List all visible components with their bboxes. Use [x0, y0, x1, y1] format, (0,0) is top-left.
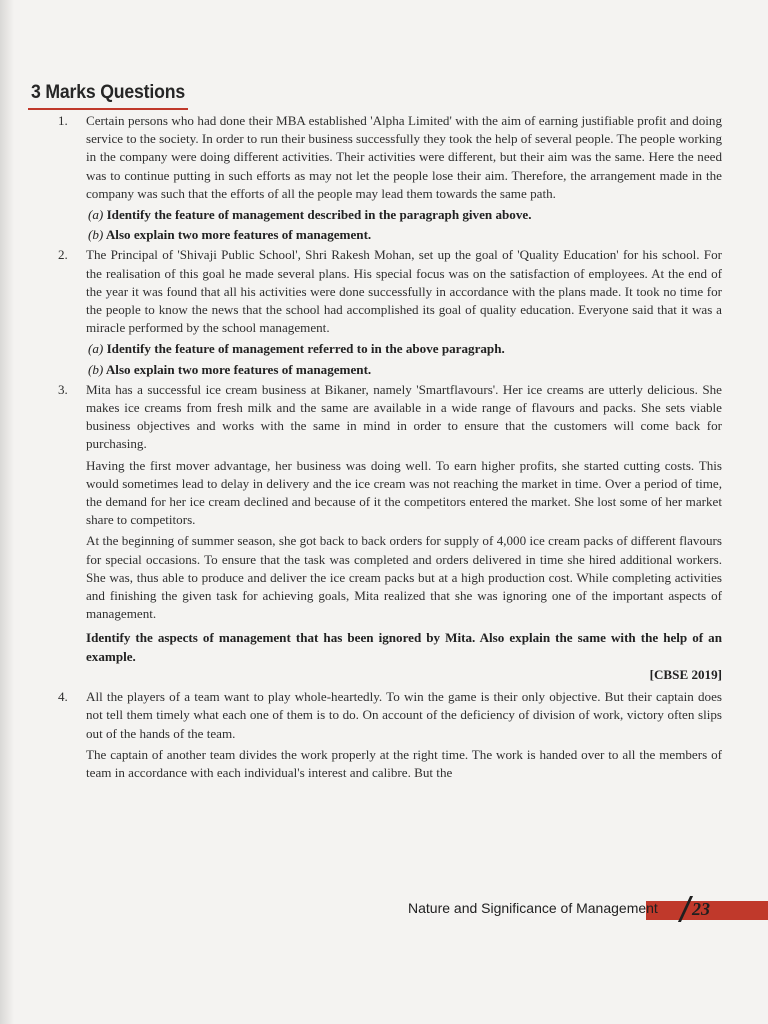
question-number: 4. — [58, 689, 68, 705]
question-2 — [58, 246, 722, 378]
sub-question-tag: (b) — [88, 361, 104, 377]
question-number: 1. — [58, 113, 68, 128]
sub-question-text: Identify the feature of management referred to in the above paragraph. — [106, 341, 505, 357]
sub-question-text: Also explain two more features of management. — [105, 227, 372, 243]
sub-question-b — [88, 361, 722, 379]
question-paragraph: All the players of a team want to play whole-heartedly. To win the game is their only objective. But their captain does not tell them timely what each one of them is to do. On account of the deficiency of division of work, victory often slips out of the hands of the team. — [86, 689, 722, 741]
questions-list — [58, 112, 722, 785]
sub-question-text: Identify the feature of management described in the paragraph given above. — [106, 207, 532, 223]
sub-question-b — [88, 226, 722, 244]
section-heading: 3 Marks Questions — [31, 82, 185, 103]
sub-question-tag: (a) — [88, 341, 104, 357]
sub-question-tag: (b) — [88, 227, 104, 243]
sub-question-text: Also explain two more features of management. — [105, 361, 372, 377]
page-footer — [408, 898, 768, 922]
footer-chapter-title: Nature and Significance of Management — [408, 900, 658, 916]
sub-question-a — [88, 206, 722, 224]
sub-question-a — [88, 340, 722, 358]
question-3 — [58, 381, 722, 684]
question-paragraph: At the beginning of summer season, she got back to back orders for supply of 4,000 ice cream packs of different flavours for special occasions. To ensure that the task was completed and orders delivered in time she hired additional workers. She was, thus able to produce and deliver the ice cream packs but at a high production cost. While completing activities and finishing the given task for achieving goals, Mita realized that she was ignoring one of the important aspects of management. — [86, 533, 722, 622]
sub-question-tag: (a) — [88, 207, 104, 223]
question-number: 3. — [58, 381, 68, 397]
page-edge-shadow — [0, 0, 14, 1024]
exam-reference: [CBSE 2019] — [649, 666, 722, 682]
question-1 — [58, 112, 722, 244]
question-paragraph: The captain of another team divides the work properly at the right time. The work is handed over to all the members of team in accordance with each individual's interest and calibre. But the — [86, 746, 722, 780]
page-number: 23 — [692, 899, 710, 919]
question-paragraph: Mita has a successful ice cream business at Bikaner, namely 'Smartflavours'. Her ice creams are utterly delicious. She makes ice creams from fresh milk and the same are available in a wide range of flavours and packs. She sets viable business objectives and works with the same in mind in order to ensure that the customers will come back for purchasing. — [86, 381, 722, 452]
heading-underline — [28, 108, 188, 110]
question-paragraph: Certain persons who had done their MBA established 'Alpha Limited' with the aim of earning justifiable profit and doing service to the society. In order to run their business successfully they took the help of several people. The people working in the company were doing different activities. Their activities were different, but their aim was the same. Here the need was to continue putting in such efforts as may not let the people lose their aim. Therefore, the arrangement made in the company was such that the efforts of all the people may lead them towards the same path. — [86, 113, 722, 201]
question-number: 2. — [58, 247, 68, 263]
question-paragraph: The Principal of 'Shivaji Public School', Shri Rakesh Mohan, set up the goal of 'Quality Education' for his school. For the realisation of this goal he made several plans. His special focus was on the satisfaction of employees. At the end of the year it was found that all his activities were done successfully in accordance with the plans made. It took no time for the people to know the news that the school had accomplished its goal of quality education. Everyone said that it was a miracle performed by the school management. — [86, 247, 722, 336]
question-4 — [58, 688, 722, 782]
question-paragraph: Having the first mover advantage, her business was doing well. To earn higher profits, she started cutting costs. This would sometimes lead to delay in delivery and the ice cream was not reaching the market in time. Over a period of time, the demand for her ice cream declined and because of it the competitors entered the market. She lost some of her market share to competitors. — [86, 457, 722, 528]
question-prompt: Identify the aspects of management that has been ignored by Mita. Also explain the same with the help of an example. — [86, 630, 722, 664]
